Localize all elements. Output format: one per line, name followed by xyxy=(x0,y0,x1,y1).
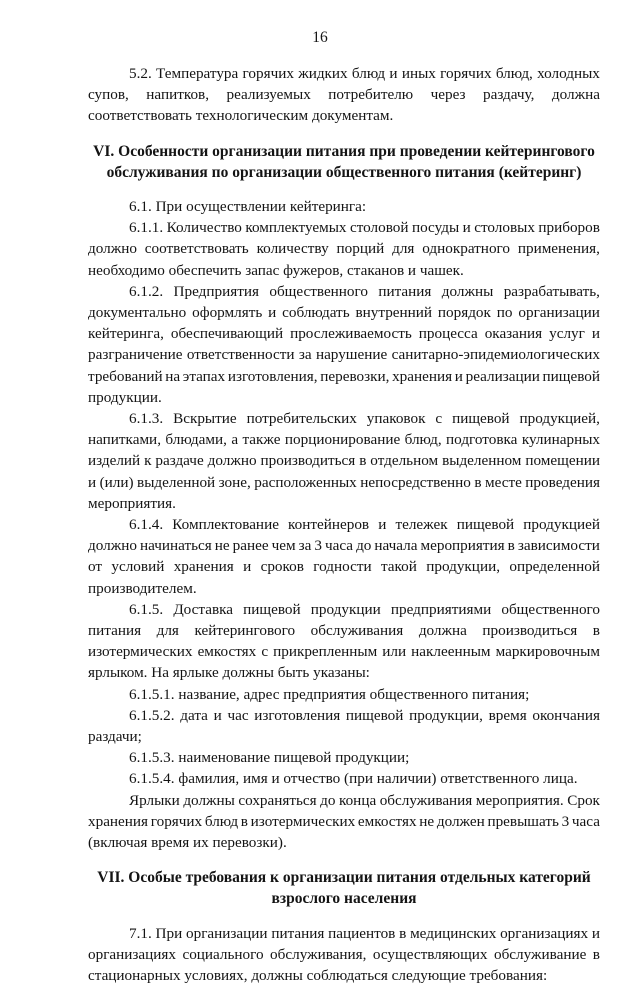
text-line: производителем. xyxy=(88,579,197,597)
text-line: 6.1.5. Доставка пищевой продукции предприятиями общественного xyxy=(129,600,600,618)
text-line: от условий хранения и сроков годности такой продукции, определенной xyxy=(88,558,600,576)
text-line: организациях социального обслуживания, осуществляющих обслуживание в xyxy=(88,945,600,963)
text-line: 6.1.5.3. наименование пищевой продукции; xyxy=(129,749,410,767)
text-line: необходимо обеспечить запас фужеров, стаканов и чашек. xyxy=(88,261,464,279)
text-line: 7.1. При организации питания пациентов в медицинских организациях и xyxy=(129,924,600,942)
text-line: должно начинаться не ранее чем за 3 часа до начала мероприятия в зависимости xyxy=(88,537,600,555)
text-line: продукции. xyxy=(88,388,162,406)
section-heading: VII. Особые требования к организации питания отдельных категорий xyxy=(97,869,591,887)
text-line: 6.1. При осуществлении кейтеринга: xyxy=(129,198,367,215)
text-line: 6.1.5.1. название, адрес предприятия общественного питания; xyxy=(129,685,530,703)
text-line: 6.1.2. Предприятия общественного питания должны разрабатывать, xyxy=(129,282,600,300)
text-line: 6.1.5.4. фамилия, имя и отчество (при наличии) ответственного лица. xyxy=(129,770,578,788)
text-line: изделий к раздаче должно производиться в отдельном выделенном помещении xyxy=(88,452,600,470)
text-line: напитками, блюдами, а также порционирование блюд, подготовка кулинарных xyxy=(88,431,600,449)
section-heading: взрослого населения xyxy=(271,890,417,908)
text-line: ярлыком. На ярлыке должны быть указаны: xyxy=(88,664,370,682)
text-line: должно соответствовать количеству порций для однократного применения, xyxy=(88,240,600,258)
text-line: соответствовать технологическим документам. xyxy=(88,107,394,125)
text-line: мероприятия. xyxy=(88,494,176,512)
text-line: 5.2. Температура горячих жидких блюд и иных горячих блюд, холодных xyxy=(129,65,600,82)
text-line: (включая время их перевозки). xyxy=(88,834,287,851)
text-line: 6.1.4. Комплектование контейнеров и тележек пищевой продукцией xyxy=(129,516,600,533)
page-number: 16 xyxy=(312,29,328,46)
text-line: стационарных условиях, должны соблюдаться следующие требования: xyxy=(88,967,548,984)
text-line: кейтеринга, обеспечивающий прослеживаемость процесса оказания услуг и xyxy=(88,325,600,343)
text-line: документально оформлять и соблюдать внутренний порядок по организации xyxy=(88,304,600,321)
text-line: питания для кейтерингового обслуживания должна производиться в xyxy=(88,622,600,639)
text-line: изотермических емкостях с прикрепленным или наклеенным маркировочным xyxy=(88,643,600,661)
text-line: супов, напитков, реализуемых потребителю через раздачу, должна xyxy=(88,86,600,104)
text-line: 6.1.1. Количество комплектуемых столовой посуды и столовых приборов xyxy=(129,219,600,237)
text-line: разграничение ответственности за нарушение санитарно-эпидемиологических xyxy=(88,346,600,364)
section-heading: VI. Особенности организации питания при проведении кейтерингового xyxy=(93,142,595,160)
text-line: раздачи; xyxy=(88,728,142,745)
text-line: и (или) выделенной зоне, расположенных непосредственно в месте проведения xyxy=(88,473,600,491)
text-line: 6.1.5.2. дата и час изготовления пищевой продукции, время окончания xyxy=(129,706,600,724)
text-line: хранения горячих блюд в изотермических емкостях не должен превышать 3 часа xyxy=(88,812,600,830)
text-line: 6.1.3. Вскрытие потребительских упаковок с пищевой продукцией, xyxy=(129,410,600,427)
text-line: Ярлыки должны сохраняться до конца обслуживания мероприятия. Срок xyxy=(129,791,600,809)
text-line: требований на этапах изготовления, перевозки, хранения и реализации пищевой xyxy=(88,367,600,385)
section-heading: обслуживания по организации общественного питания (кейтеринг) xyxy=(106,163,582,181)
